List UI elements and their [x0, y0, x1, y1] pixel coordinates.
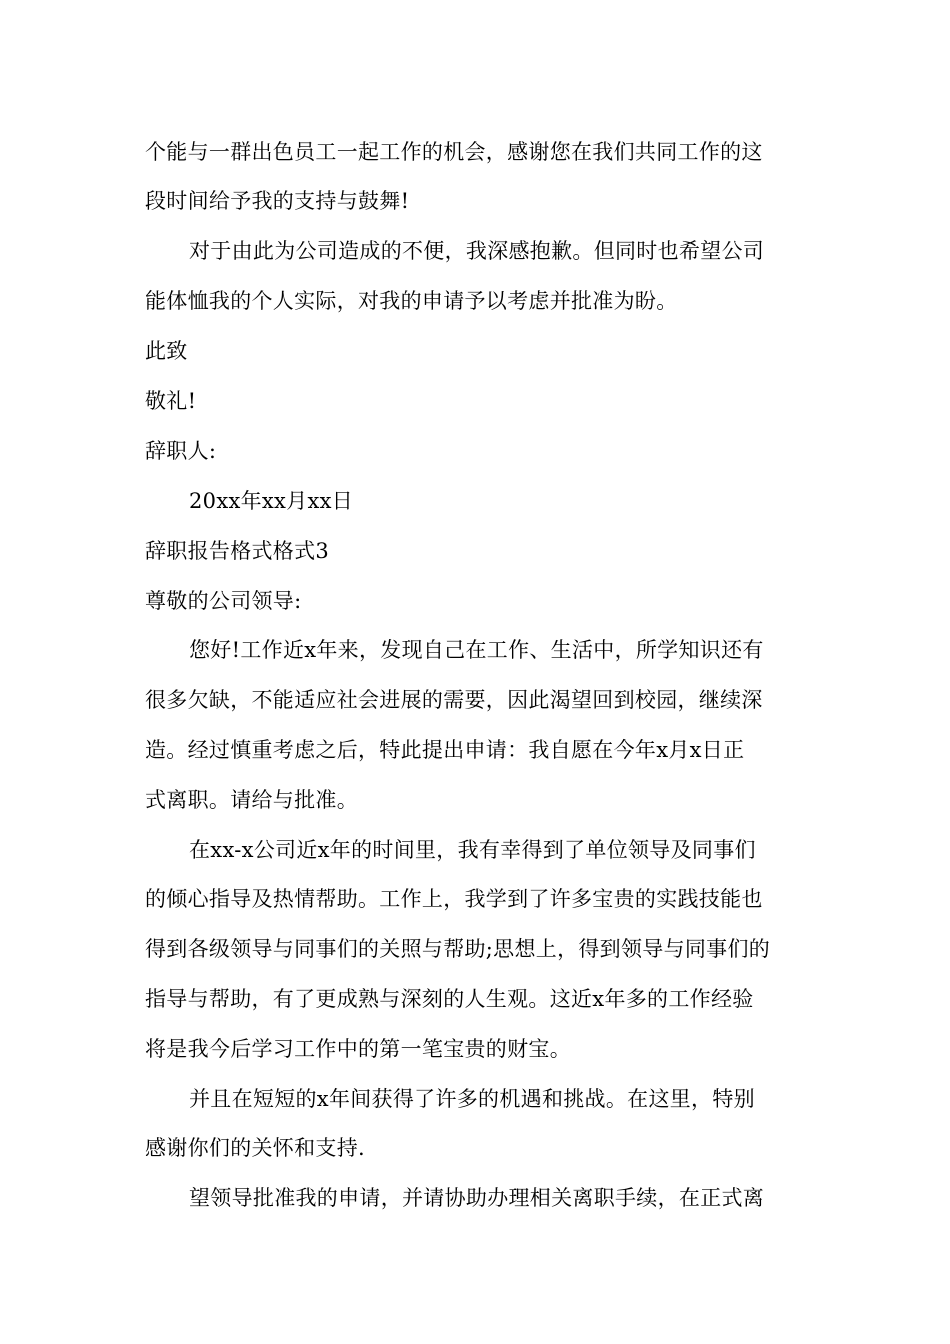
body-text-line: 段时间给予我的支持与鼓舞!	[145, 189, 410, 213]
section-heading: 辞职报告格式格式3	[145, 539, 330, 563]
signature-label: 辞职人:	[145, 439, 217, 463]
body-text-line: 将是我今后学习工作中的第一笔宝贵的财宝。	[145, 1037, 571, 1061]
body-text-line: 望领导批准我的申请，并请协助办理相关离职手续，在正式离	[189, 1186, 765, 1210]
date-line: 20xx年xx月xx日	[189, 489, 354, 513]
closing-line: 此致	[145, 339, 188, 363]
body-text-line: 能体恤我的个人实际，对我的申请予以考虑并批准为盼。	[145, 289, 678, 313]
body-text-line: 指导与帮助，有了更成熟与深刻的人生观。这近x年多的工作经验	[145, 987, 754, 1011]
addressee-line: 尊敬的公司领导:	[145, 589, 302, 613]
body-text-line: 个能与一群出色员工一起工作的机会，感谢您在我们共同工作的这	[145, 140, 763, 164]
body-text-line: 对于由此为公司造成的不便，我深感抱歉。但同时也希望公司	[189, 239, 765, 263]
salutation-line: 敬礼!	[145, 389, 197, 413]
body-text-line: 您好!工作近x年来，发现自己在工作、生活中，所学知识还有	[189, 638, 764, 662]
body-text-line: 感谢你们的关怀和支持.	[145, 1136, 365, 1160]
body-text-line: 式离职。请给与批准。	[145, 788, 358, 812]
body-text-line: 的倾心指导及热情帮助。工作上，我学到了许多宝贵的实践技能也	[145, 887, 763, 911]
body-text-line: 在xx-x公司近x年的时间里，我有幸得到了单位领导及同事们	[189, 838, 756, 862]
body-text-line: 造。经过慎重考虑之后，特此提出申请：我自愿在今年x月x日正	[145, 738, 745, 762]
body-text-line: 很多欠缺，不能适应社会进展的需要，因此渴望回到校园，继续深	[145, 688, 763, 712]
body-text-line: 得到各级领导与同事们的关照与帮助;思想上，得到领导与同事们的	[145, 937, 771, 961]
body-text-line: 并且在短短的x年间获得了许多的机遇和挑战。在这里，特别	[189, 1087, 755, 1111]
